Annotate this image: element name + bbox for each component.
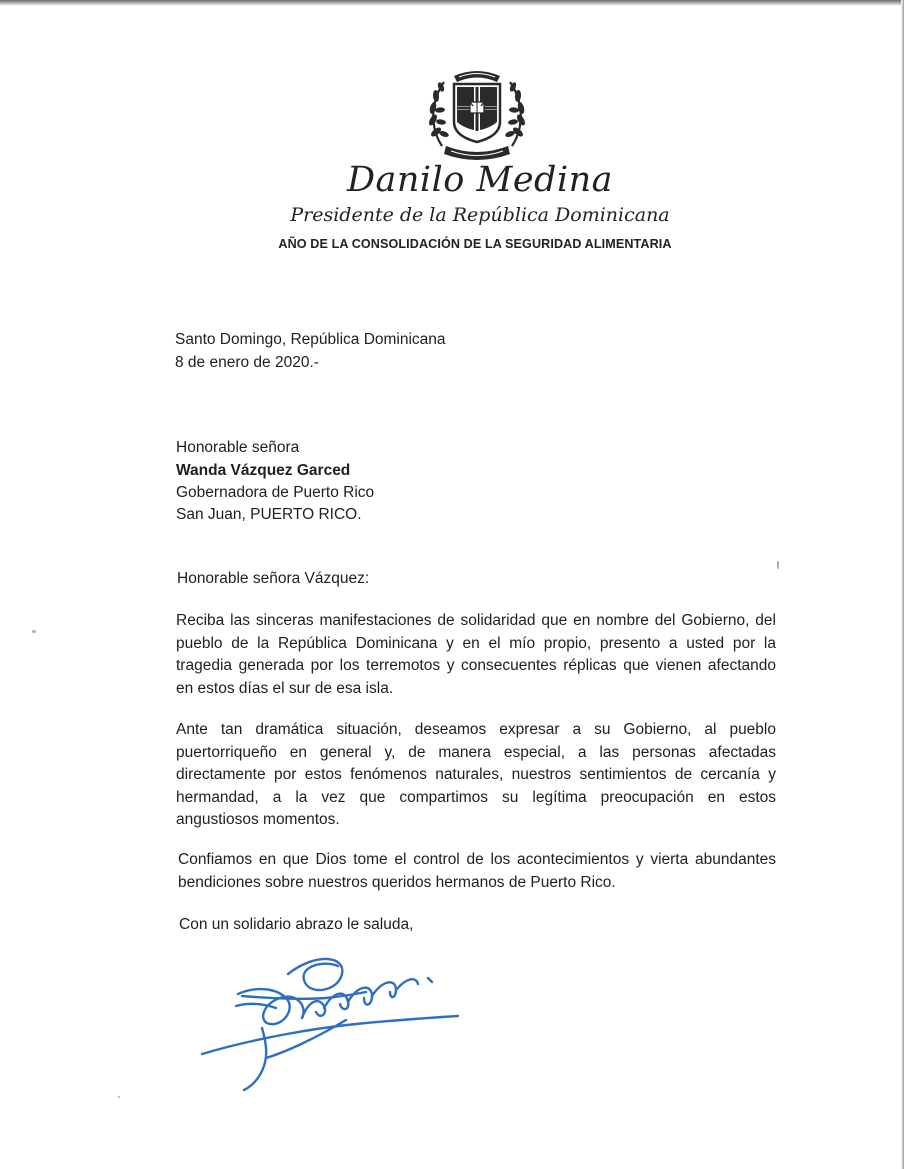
paragraph-line: tragedia generada por los terremotos y consecuentes réplicas que vienen afectando [176, 657, 776, 674]
dominican-coat-of-arms-icon [424, 62, 530, 166]
paragraph-line: angustiosos momentos. [176, 811, 340, 828]
paragraph-line: Reciba las sinceras manifestaciones de solidaridad que en nombre del Gobierno, del [176, 612, 776, 629]
paragraph-line: hermandad, a la vez que compartimos su legítima preocupación en estos [176, 788, 776, 806]
paragraph-line: directamente por estos fenómenos naturales, nuestros sentimientos de cercanía y [176, 766, 776, 783]
sender-name: Danilo Medina [346, 160, 614, 200]
body-paragraph-2 [176, 719, 776, 832]
body-paragraph-3 [178, 849, 776, 894]
paragraph-line: Confiamos en que Dios tome el control de los acontecimientos y vierta abundantes [178, 851, 776, 868]
recipient-location: San Juan, PUERTO RICO. [176, 506, 362, 523]
paragraph-line: pueblo de la República Dominicana y en el mío propio, presento a usted por la [176, 634, 776, 652]
paragraph-line: puertorriqueño en general y, de manera especial, a las personas afectadas [176, 743, 776, 761]
body-paragraph-1 [176, 610, 776, 700]
scan-speck [777, 561, 779, 569]
scan-speck [32, 630, 36, 633]
paragraph-line: Ante tan dramática situación, deseamos expresar a su Gobierno, al pueblo [176, 721, 776, 738]
handwritten-signature-icon [196, 946, 466, 1096]
sender-title: Presidente de la República Dominicana [290, 204, 670, 226]
date-line: 8 de enero de 2020.- [175, 354, 319, 371]
recipient-name: Wanda Vázquez Garced [176, 462, 351, 479]
year-motto: AÑO DE LA CONSOLIDACIÓN DE LA SEGURIDAD ALIMENTARIA [278, 237, 672, 251]
paragraph-line: en estos días el sur de esa isla. [176, 679, 394, 697]
scan-edge [0, 0, 904, 6]
scan-speck [118, 1096, 120, 1098]
closing: Con un solidario abrazo le saluda, [179, 916, 414, 933]
salutation: Honorable señora Vázquez: [177, 570, 370, 587]
paragraph-line: bendiciones sobre nuestros queridos hermanos de Puerto Rico. [178, 873, 616, 891]
recipient-honorific: Honorable señora [176, 439, 300, 456]
recipient-position: Gobernadora de Puerto Rico [176, 484, 375, 501]
place-line: Santo Domingo, República Dominicana [175, 331, 446, 348]
